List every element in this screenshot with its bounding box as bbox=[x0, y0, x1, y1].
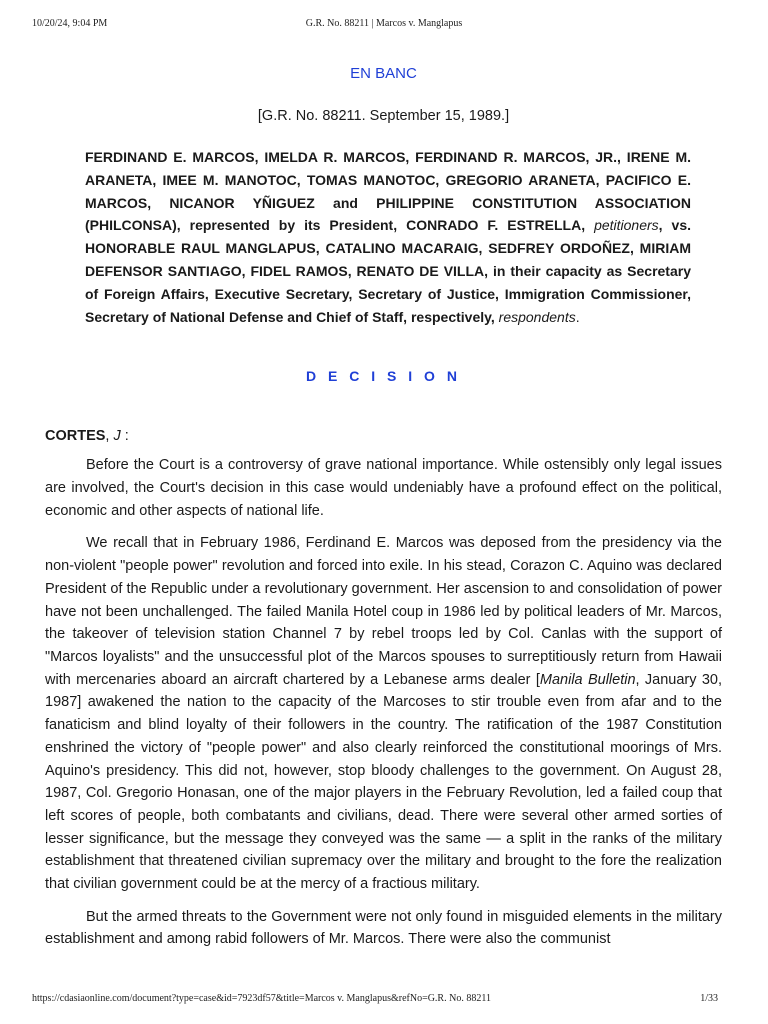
print-url: https://cdasiaonline.com/document?type=case&id=7923df57&title=Marcos v. Manglapus&refNo=G.R. No. 88211 bbox=[32, 993, 491, 1004]
respondents-label: respondents bbox=[498, 308, 576, 325]
page-number: 1/33 bbox=[700, 993, 718, 1004]
paragraph-2 bbox=[45, 532, 722, 895]
print-footer bbox=[32, 993, 718, 1007]
respondents-names: HONORABLE RAUL MANGLAPUS, CATALINO MACARAIG, SEDFREY ORDOÑEZ, MIRIAM DEFENSOR SANTIAGO, FIDEL RAMOS, RENATO DE VILLA, in their capacity as Secretary of Foreign Affairs, Executive Secretary, Secretary of Justice, Immigration Commissioner, Secretary of National Defense and Chief of Staff, respectively bbox=[85, 240, 691, 325]
case-parties: FERDINAND E. MARCOS, IMELDA R. MARCOS, FERDINAND R. MARCOS, JR., IRENE M. ARANETA, IMEE M. MANOTOC, TOMAS MANOTOC, GREGORIO ARANETA, PACIFICO E. MARCOS, NICANOR YÑIGUEZ and PHILIPPINE CONSTITUTION ASSOCIATION (PHILCONSA), represented by its President, CONRADO F. ESTRELLA, petitioners, vs. HONORABLE RAUL MANGLAPUS, CATALINO MACARAIG, SEDFREY ORDOÑEZ, MIRIAM DEFENSOR SANTIAGO, FIDEL RAMOS, RENATO DE VILLA, in their capacity as Secretary of Foreign Affairs, Executive Secretary, Secretary of Justice, Immigration Commissioner, Secretary of National Defense and Chief of Staff, respectively, respondents. bbox=[85, 149, 691, 325]
petitioners-label: petitioners bbox=[594, 217, 659, 234]
division-heading: EN BANC bbox=[350, 65, 417, 82]
ponente-suffix: J bbox=[113, 428, 121, 445]
ponente-line: CORTES, J : bbox=[45, 428, 129, 445]
paragraph-2-part-a: We recall that in February 1986, Ferdinand E. Marcos was deposed from the presidency via the non-violent "people power" revolution and forced into exile. In his stead, Corazon C. Aquino was declared President of the Republic under a revolutionary government. Her ascension to and consolidation of power have not been unchallenged. The failed Manila Hotel coup in 1986 led by political leaders of Mr. Marcos, the takeover of television station Channel 7 by rebel troops led by Col. Canlas with the support of "Marcos loyalists" and the unsuccessful plot of the Marcos spouses to surreptitiously return from Hawaii with mercenaries aboard an aircraft chartered by a Lebanese arms dealer [ bbox=[45, 535, 722, 688]
petitioners-names: FERDINAND E. MARCOS, IMELDA R. MARCOS, FERDINAND R. MARCOS, JR., IRENE M. ARANETA, IMEE M. MANOTOC, TOMAS MANOTOC, GREGORIO ARANETA, PACIFICO E. MARCOS, NICANOR YÑIGUEZ and PHILIPPINE CONSTITUTION ASSOCIATION (PHILCONSA), represented by its President, CONRADO F. ESTRELLA bbox=[85, 149, 691, 234]
print-datetime: 10/20/24, 9:04 PM bbox=[32, 18, 108, 29]
paragraph-2-part-b: , January 30, 1987] awakened the nation to the capacity of the Marcoses to stir trouble even from afar and to the fanaticism and blind loyalty of their followers in the country. The ratification of the 1987 Constitution enshrined the victory of "people power" and also clearly reinforced the constitutional moorings of Mrs. Aquino's presidency. This did not, however, stop bloody challenges to the government. On August 28, 1987, Col. Gregorio Honasan, one of the major players in the February Revolution, led a failed coup that left scores of people, both combatants and civilians, dead. There were several other armed sorties of lesser significance, but the message they conveyed was the same — a split in the ranks of the military establishment that threatened civilian supremacy over the military and brought to the fore the realization that civilian government could be at the mercy of a fractious military. bbox=[45, 671, 722, 893]
versus-label: vs. bbox=[671, 217, 691, 234]
paragraph-1: Before the Court is a controversy of grave national importance. While ostensibly only legal issues are involved, the Court's decision in this case would undeniably have a profound effect on the political, economic and other aspects of national life. bbox=[45, 457, 722, 519]
print-title: G.R. No. 88211 | Marcos v. Manglapus bbox=[305, 18, 463, 29]
ponente-name: CORTES bbox=[45, 428, 106, 445]
print-header bbox=[32, 18, 736, 32]
docket-line: [G.R. No. 88211. September 15, 1989.] bbox=[257, 108, 510, 124]
document-content bbox=[45, 62, 722, 951]
decision-heading: D E C I S I O N bbox=[306, 368, 461, 385]
paragraph-3: But the armed threats to the Government were not only found in misguided elements in the military establishment and among rabid followers of Mr. Marcos. There were also the communist bbox=[45, 908, 722, 948]
citation-manila-bulletin: Manila Bulletin bbox=[539, 671, 636, 688]
